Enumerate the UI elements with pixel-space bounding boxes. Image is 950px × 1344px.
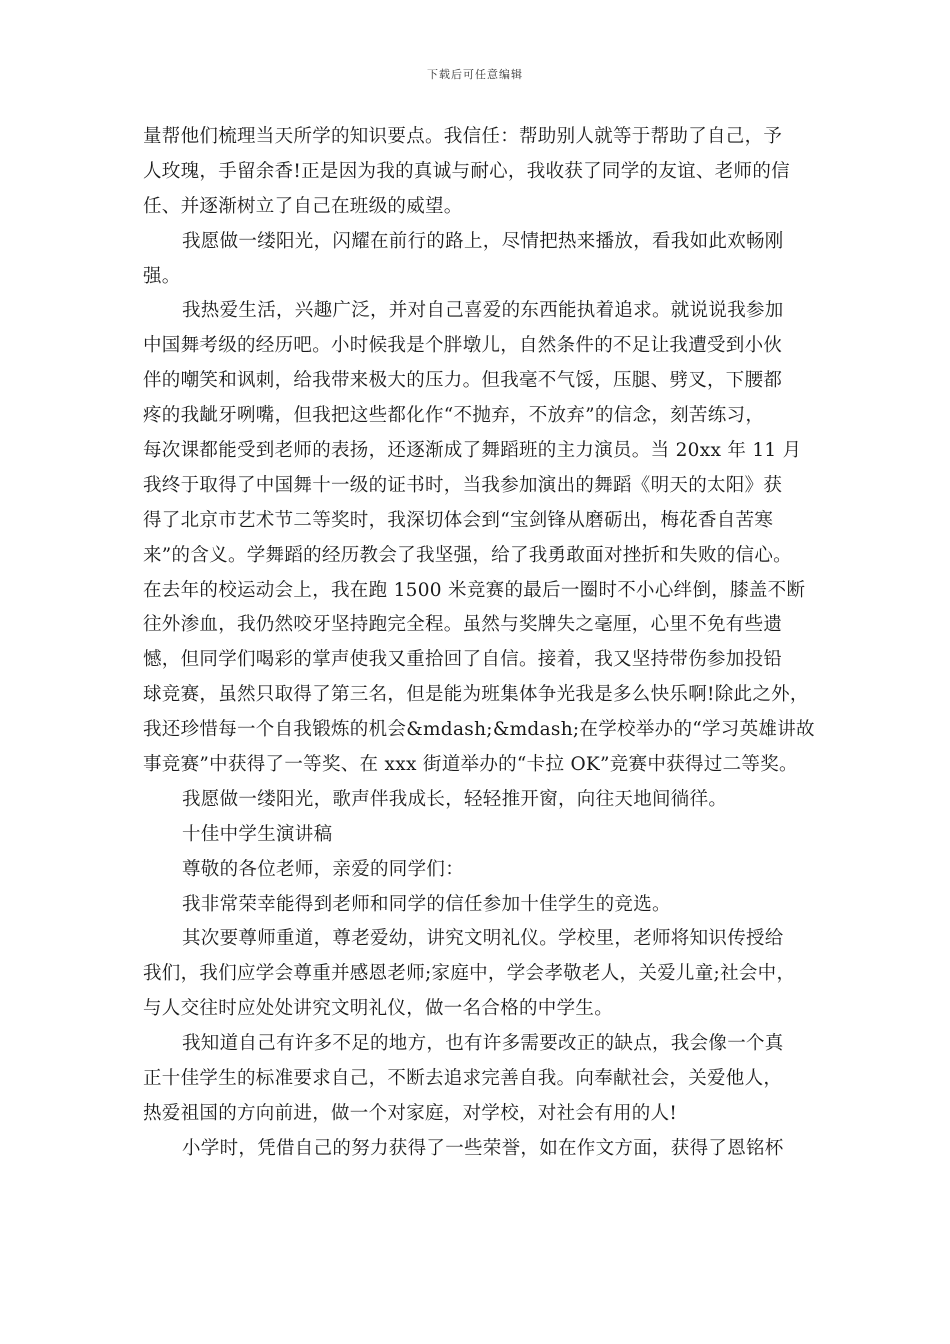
text-line: 球竞赛，虽然只取得了第三名，但是能为班集体争光我是多么快乐啊!除此之外， bbox=[143, 684, 809, 706]
text-line: 与人交往时应处处讲究文明礼仪，做一名合格的中学生。 bbox=[143, 998, 614, 1020]
text-line: 强。 bbox=[143, 265, 181, 287]
text-line: 我们，我们应学会尊重并感恩老师;家庭中，学会孝敬老人，关爱儿童;社会中， bbox=[143, 963, 796, 985]
page-header: 下载后可任意编辑 bbox=[427, 68, 523, 81]
text-line: 在去年的校运动会上，我在跑 1500 米竞赛的最后一圈时不小心绊倒，膝盖不断 bbox=[143, 579, 806, 601]
document-body bbox=[143, 120, 815, 1167]
text-line: 来”的含义。学舞蹈的经历教会了我坚强，给了我勇敢面对挫折和失败的信心。 bbox=[143, 544, 792, 566]
text-line: 任、并逐渐树立了自己在班级的威望。 bbox=[143, 195, 463, 217]
text-line: 每次课都能受到老师的表扬，还逐渐成了舞蹈班的主力演员。当 20xx 年 11 月 bbox=[143, 440, 802, 462]
section-title: 十佳中学生演讲稿 bbox=[182, 823, 333, 845]
paragraph-start: 我知道自己有许多不足的地方，也有许多需要改正的缺点，我会像一个真 bbox=[182, 1033, 784, 1055]
text-line: 中国舞考级的经历吧。小时候我是个胖墩儿，自然条件的不足让我遭受到小伙 bbox=[143, 335, 783, 357]
paragraph-start: 我热爱生活，兴趣广泛，并对自己喜爱的东西能执着追求。就说说我参加 bbox=[182, 300, 784, 322]
text-line: 我终于取得了中国舞十一级的证书时，当我参加演出的舞蹈《明天的太阳》获 bbox=[143, 474, 783, 496]
paragraph-start: 我非常荣幸能得到老师和同学的信任参加十佳学生的竞选。 bbox=[182, 893, 671, 915]
text-line: 人玫瑰，手留余香!正是因为我的真诚与耐心，我收获了同学的友谊、老师的信 bbox=[143, 160, 790, 182]
text-line: 得了北京市艺术节二等奖时，我深切体会到“宝剑锋从磨砺出，梅花香自苦寒 bbox=[143, 509, 774, 531]
text-line: 伴的嘲笑和讽刺，给我带来极大的压力。但我毫不气馁，压腿、劈叉，下腰都 bbox=[143, 370, 783, 392]
text-line: 正十佳学生的标准要求自己，不断去追求完善自我。向奉献社会，关爱他人， bbox=[143, 1068, 783, 1090]
paragraph-start: 其次要尊师重道，尊老爱幼，讲究文明礼仪。学校里，老师将知识传授给 bbox=[182, 928, 784, 950]
text-line: 我还珍惜每一个自我锻炼的机会&mdash;&mdash;在学校举办的“学习英雄讲故 bbox=[143, 719, 815, 741]
paragraph-start: 小学时，凭借自己的努力获得了一些荣誉，如在作文方面，获得了恩铭杯 bbox=[182, 1137, 784, 1159]
text-line: 疼的我龇牙咧嘴，但我把这些都化作“不抛弃，不放弃”的信念，刻苦练习， bbox=[143, 405, 765, 427]
paragraph-start: 我愿做一缕阳光，闪耀在前行的路上，尽情把热来播放，看我如此欢畅刚 bbox=[182, 230, 784, 252]
text-line: 量帮他们梳理当天所学的知识要点。我信任：帮助别人就等于帮助了自己，予 bbox=[143, 126, 783, 147]
text-line: 热爱祖国的方向前进，做一个对家庭，对学校，对社会有用的人! bbox=[143, 1102, 678, 1124]
salutation: 尊敬的各位老师，亲爱的同学们： bbox=[182, 858, 465, 880]
paragraph-start: 我愿做一缕阳光，歌声伴我成长，轻轻推开窗，向往天地间徜徉。 bbox=[182, 788, 728, 810]
text-line: 事竞赛”中获得了一等奖、在 xxx 街道举办的“卡拉 OK”竞赛中获得过二等奖。 bbox=[143, 754, 798, 776]
text-line: 憾，但同学们喝彩的掌声使我又重拾回了自信。接着，我又坚持带伤参加投铅 bbox=[143, 649, 783, 671]
text-line: 往外渗血，我仍然咬牙坚持跑完全程。虽然与奖牌失之毫厘，心里不免有些遗 bbox=[143, 614, 783, 636]
